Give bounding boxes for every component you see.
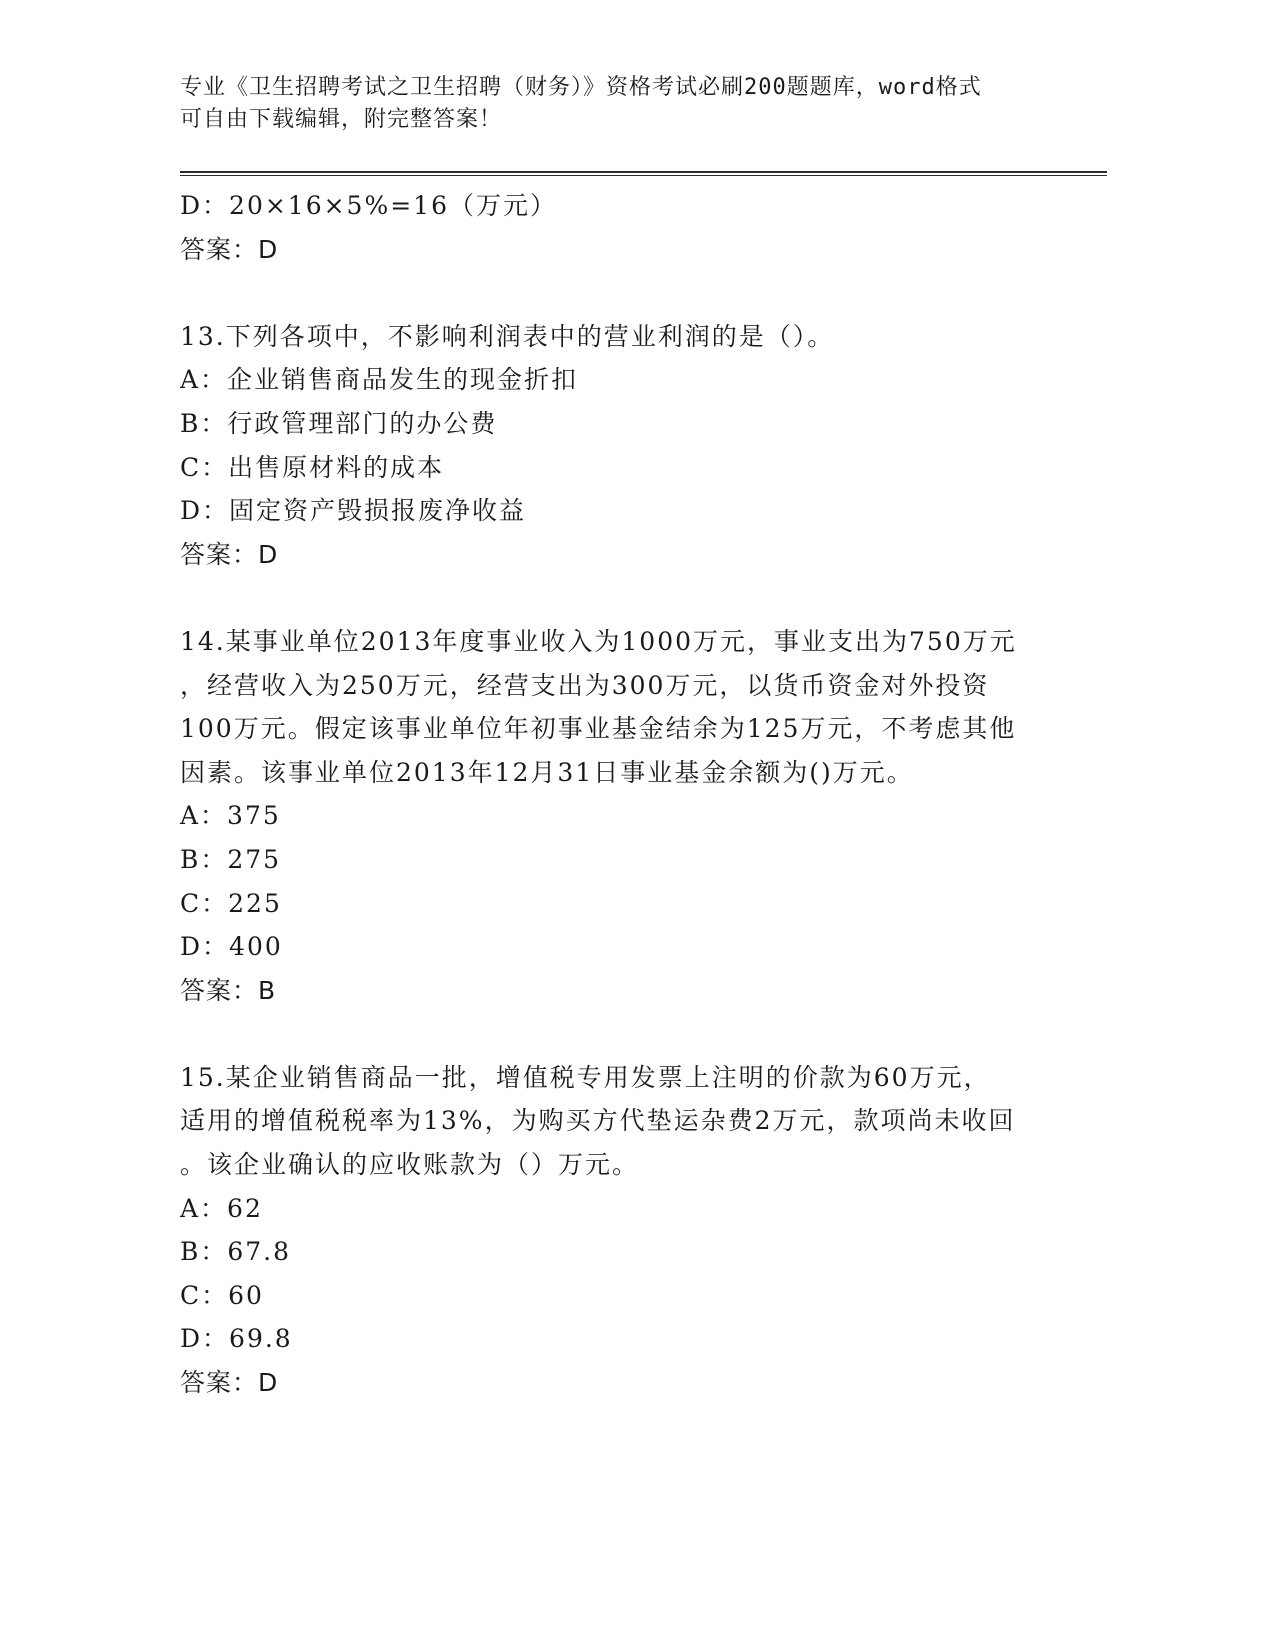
question-stem: 13.下列各项中，不影响利润表中的营业利润的是（）。 bbox=[180, 321, 835, 351]
header-title-line-2: 可自由下载编辑，附完整答案！ bbox=[180, 107, 503, 132]
option-a: A：375 bbox=[180, 801, 281, 831]
option-b: B：行政管理部门的办公费 bbox=[180, 408, 498, 438]
question-15 bbox=[180, 1056, 1050, 1405]
option-d: D：400 bbox=[180, 932, 283, 962]
spacer bbox=[180, 271, 1050, 315]
option-a: A：企业销售商品发生的现金折扣 bbox=[180, 365, 579, 395]
header-title-line-1: 专业《卫生招聘考试之卫生招聘（财务）》资格考试必刷200题题库，word格式 bbox=[180, 75, 982, 100]
option-a: A：62 bbox=[180, 1193, 263, 1223]
option-d: D：69.8 bbox=[180, 1324, 293, 1354]
option-c: C：出售原材料的成本 bbox=[180, 452, 445, 482]
question-13 bbox=[180, 315, 1050, 577]
question-stem-line-1: 15.某企业销售商品一批，增值税专用发票上注明的价款为60万元， bbox=[180, 1062, 991, 1092]
option-d: D：固定资产毁损报废净收益 bbox=[180, 496, 527, 526]
answer-label: 答案：D bbox=[180, 539, 279, 569]
option-b: B：275 bbox=[180, 844, 282, 874]
question-stem-line-2: ，经营收入为250万元，经营支出为300万元，以货币资金对外投资 bbox=[180, 670, 990, 700]
question-stem-line-3: 100万元。假定该事业单位年初事业基金结余为125万元，不考虑其他 bbox=[180, 714, 1017, 744]
answer-label: 答案：B bbox=[180, 975, 277, 1005]
question-stem-line-4: 因素。该事业单位2013年12月31日事业基金余额为()万元。 bbox=[180, 757, 914, 787]
option-b: B：67.8 bbox=[180, 1237, 292, 1267]
page-header bbox=[180, 72, 1040, 136]
question-stem-line-1: 14.某事业单位2013年度事业收入为1000万元，事业支出为750万元 bbox=[180, 626, 1017, 656]
spacer bbox=[180, 576, 1050, 620]
question-14 bbox=[180, 620, 1050, 1012]
option-c: C：60 bbox=[180, 1280, 264, 1310]
answer-label: 答案：D bbox=[180, 1368, 279, 1398]
answer-label: 答案：D bbox=[180, 234, 279, 264]
question-stem-line-3: 。该企业确认的应收账款为（）万元。 bbox=[180, 1150, 640, 1180]
spacer bbox=[180, 1012, 1050, 1056]
question-stem-line-2: 适用的增值税税率为13%，为购买方代垫运杂费2万元，款项尚未收回 bbox=[180, 1106, 1016, 1136]
option-d: D：20×16×5%=16（万元） bbox=[180, 191, 557, 220]
header-divider-thick bbox=[180, 171, 1107, 173]
option-c: C：225 bbox=[180, 888, 282, 918]
question-12-tail bbox=[180, 184, 1050, 271]
question-list bbox=[180, 184, 1050, 1405]
header-divider-thin bbox=[180, 175, 1107, 176]
